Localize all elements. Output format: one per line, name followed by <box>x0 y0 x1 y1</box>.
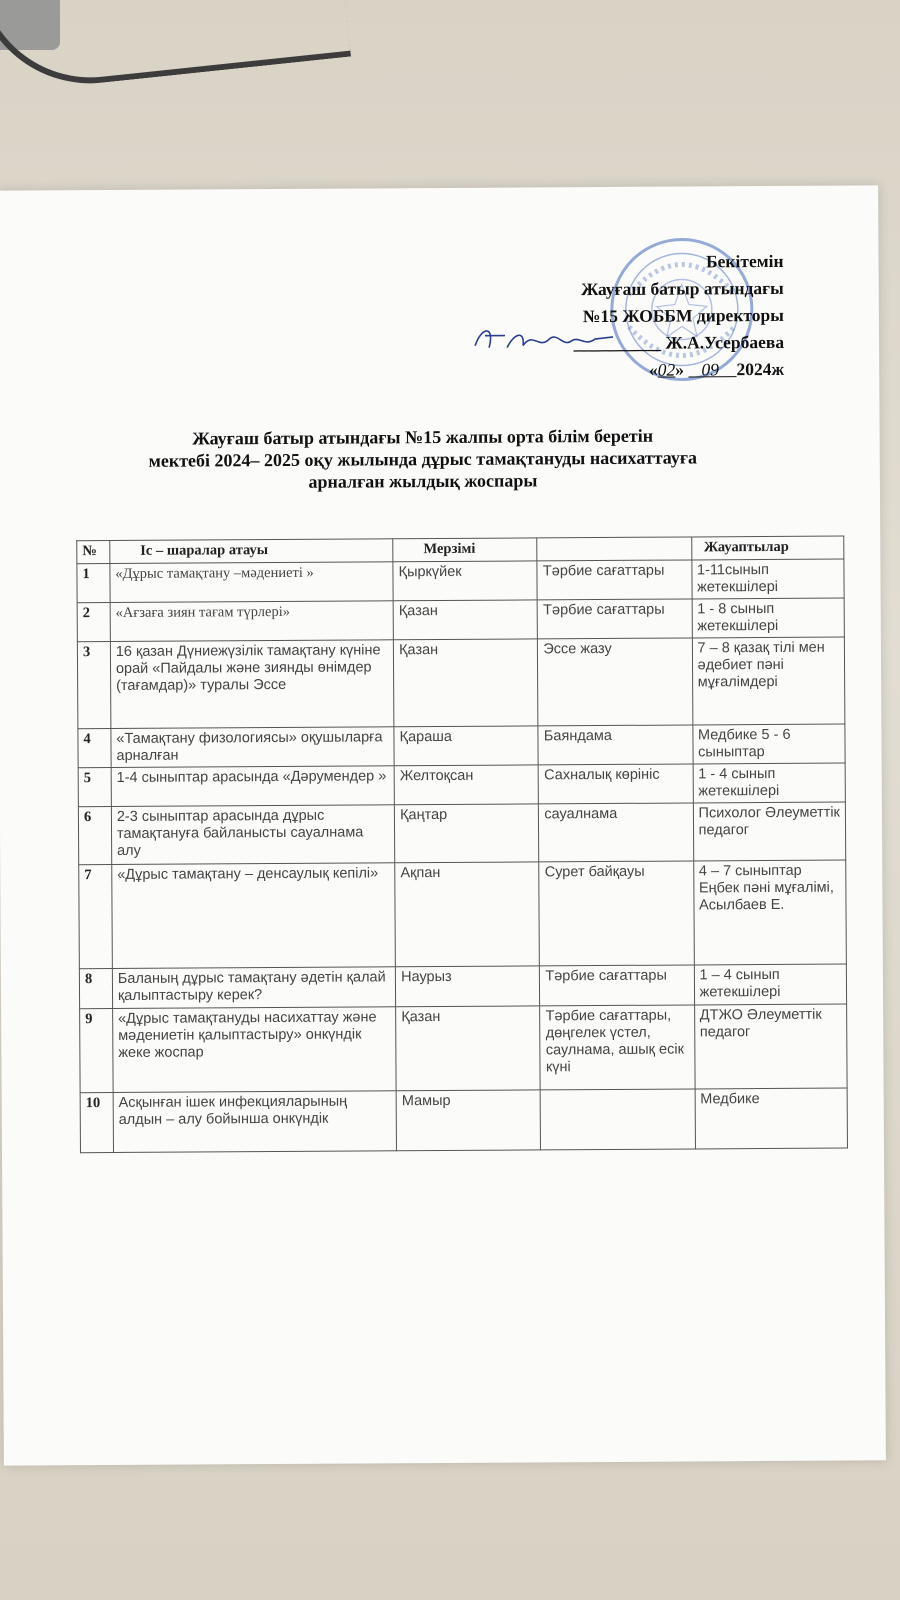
approval-date: «02» 09 2024ж <box>648 358 785 380</box>
row-event: «Ағзаға зиян тағам түрлері» <box>110 601 393 642</box>
approval-line-2: №15 ЖОББМ директоры <box>582 304 784 327</box>
row-form: Тәрбие сағаттары <box>538 599 692 639</box>
row-num: 1 <box>77 564 110 603</box>
row-responsible: Медбике 5 - 6 сыныптар <box>692 724 845 764</box>
signature-icon <box>467 317 617 358</box>
approval-line-1: Жауғаш батыр атындағы <box>581 277 784 300</box>
row-responsible: 1 - 8 сынып жетекшілері <box>692 598 845 638</box>
row-form: Тәрбие сағаттары, дөңгелек үстел, саулнама, ашық есік күні <box>540 1005 695 1090</box>
row-form <box>541 1089 696 1150</box>
row-event: «Дұрыс тамақтану –мәдениеті » <box>110 562 393 603</box>
row-form: Тәрбие сағаттары <box>540 965 694 1006</box>
table-row <box>80 1004 847 1093</box>
row-form: Сахналық көрініс <box>539 764 693 804</box>
table-row <box>78 802 845 865</box>
row-num: 6 <box>78 807 111 865</box>
director-name: __________ Ж.А.Усербаева <box>573 331 785 354</box>
row-period: Желтоқсан <box>394 765 539 805</box>
row-event: «Дұрыс тамақтануды насихаттау және мәдениетін қалыптастыру» онкүндік жеке жоспар <box>113 1007 397 1093</box>
document-page <box>0 185 886 1465</box>
row-num: 7 <box>79 865 113 969</box>
row-event: «Тамақтану физологиясы» оқушыларға арналған <box>111 727 394 768</box>
row-responsible: Психолог Әлеуметтік педагог <box>693 802 846 861</box>
row-form: Баяндама <box>538 725 692 765</box>
table-row <box>77 559 844 603</box>
table-row <box>77 598 844 642</box>
row-period: Қараша <box>394 726 539 766</box>
row-period: Ақпан <box>395 862 540 967</box>
document-title <box>78 424 768 494</box>
table-row <box>80 1088 847 1153</box>
row-period: Мамыр <box>396 1090 541 1151</box>
header-event: Іс – шаралар атауы <box>110 539 393 564</box>
approval-heading: Бекітемін <box>705 250 784 272</box>
row-num: 3 <box>77 642 110 729</box>
row-responsible: 1 – 4 сынып жетекшілері <box>694 964 847 1005</box>
row-num: 9 <box>80 1009 113 1093</box>
row-responsible: ДТЖО Әлеуметтік педагог <box>694 1004 847 1089</box>
row-form: Тәрбие сағаттары <box>537 560 691 600</box>
row-period: Қыркүйек <box>393 561 538 601</box>
table-row <box>77 637 845 729</box>
table-row <box>79 860 847 969</box>
title-line-1: Жауғаш батыр атындағы №15 жалпы орта білім беретін <box>192 425 654 449</box>
row-responsible: 4 – 7 сыныптар Еңбек пәні мұғалімі, Асылбаев Е. <box>693 860 846 965</box>
row-form: Эссе жазу <box>538 638 693 726</box>
row-form: Сурет байқауы <box>539 861 694 966</box>
row-event: Баланың дұрыс тамақтану әдетін қалай қалыптастыру керек? <box>112 967 395 1009</box>
title-line-2: мектебі 2024– 2025 оқу жылында дұрыс тамақтануды насихаттауға <box>148 447 698 471</box>
table-row <box>78 763 845 807</box>
row-num: 8 <box>79 969 112 1009</box>
row-responsible: 1-11сынып жетекшілері <box>691 559 844 599</box>
row-responsible: 1 - 4 сынып жетекшілері <box>693 763 846 803</box>
row-event: 16 қазан Дүниежүзілік тамақтану күніне орай «Пайдалы және зиянды өнімдер (тағамдар)» туралы Эссе <box>110 640 394 729</box>
table-row <box>79 964 846 1009</box>
row-period: Наурыз <box>396 966 541 1007</box>
title-line-3: арналған жылдық жоспары <box>308 470 538 492</box>
row-event: 1-4 сыныптар арасында «Дәрумендер » <box>111 766 394 807</box>
header-form <box>537 537 691 561</box>
row-period: Қазан <box>393 600 538 640</box>
row-num: 2 <box>77 603 110 642</box>
row-responsible: 7 – 8 қазақ тілі мен әдебиет пәні мұғалімдері <box>692 637 845 725</box>
row-event: Асқынған ішек инфекцияларының алдын – алу бойынша онкүндік <box>113 1091 397 1153</box>
row-event: 2-3 сыныптар арасында дұрыс тамақтануға байланысты сауалнама алу <box>111 805 395 865</box>
row-period: Қазан <box>396 1006 541 1091</box>
header-num: № <box>77 541 110 564</box>
table-row <box>78 724 845 768</box>
row-responsible: Медбике <box>695 1088 848 1149</box>
header-period: Мерзімі <box>393 538 537 562</box>
plan-table <box>76 536 848 1154</box>
row-num: 10 <box>80 1093 113 1153</box>
header-responsible: Жауаптылар <box>691 536 844 560</box>
row-form: сауалнама <box>539 803 693 862</box>
row-period: Қаңтар <box>395 804 540 863</box>
row-num: 5 <box>78 768 111 807</box>
row-event: «Дұрыс тамақтану – денсаулық кепілі» <box>112 863 396 969</box>
row-num: 4 <box>78 729 111 768</box>
row-period: Қазан <box>394 639 539 727</box>
cable <box>0 0 351 95</box>
